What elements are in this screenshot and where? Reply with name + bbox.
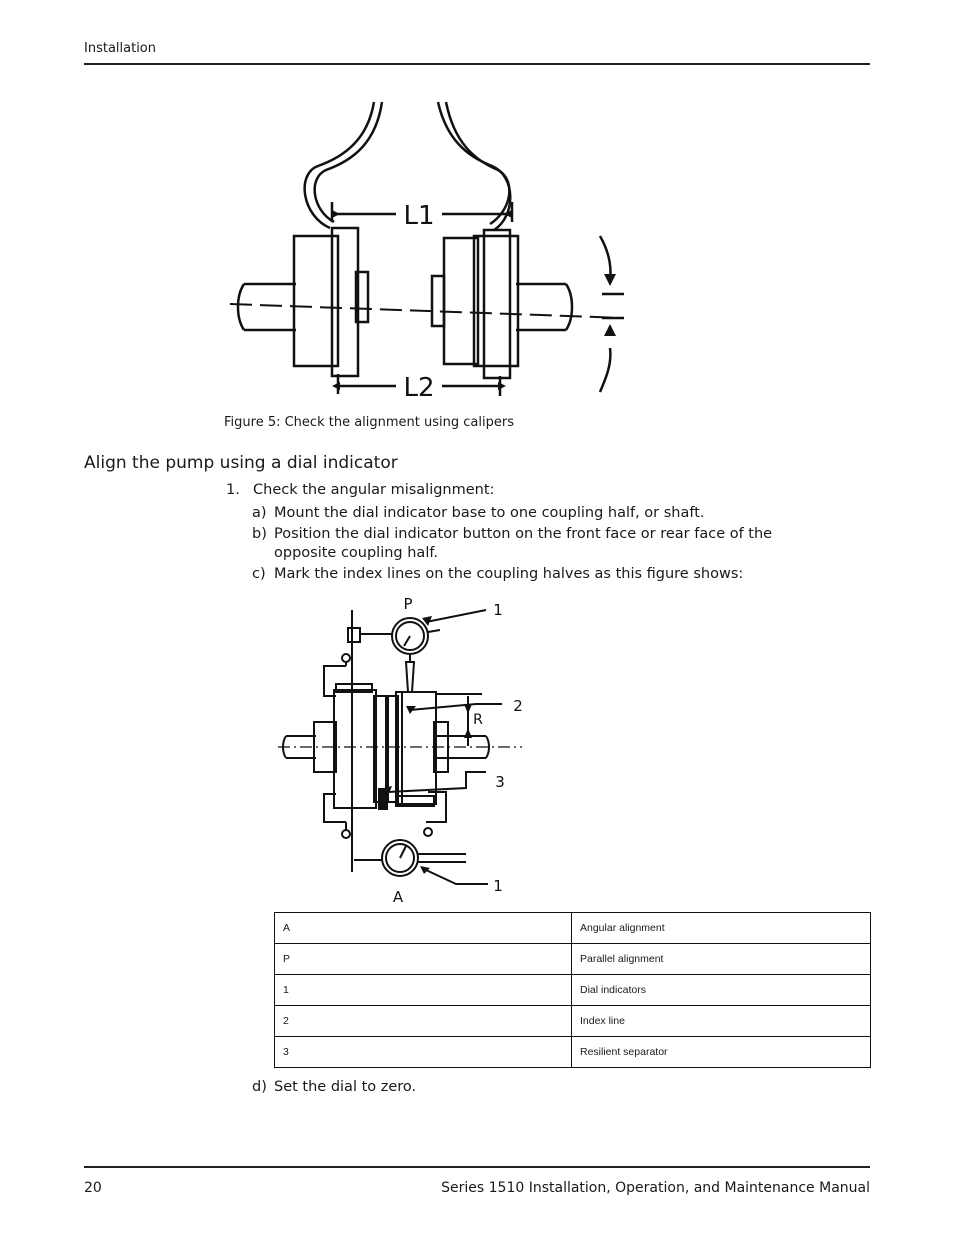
legend-value: Parallel alignment	[572, 944, 871, 975]
substep-marker: b)	[252, 526, 267, 542]
table-row	[275, 975, 871, 1006]
substep-marker: d)	[252, 1079, 267, 1095]
substep-text: Mount the dial indicator base to one coupling half, or shaft.	[274, 505, 705, 521]
section-heading: Align the pump using a dial indicator	[84, 453, 398, 473]
table-row	[275, 944, 871, 975]
substep-marker: a)	[252, 505, 267, 521]
dimension-label-l2: L2	[403, 373, 435, 402]
table-row	[275, 1037, 871, 1068]
callout-1-bottom: 1	[493, 877, 503, 895]
legend-table	[274, 912, 871, 1068]
legend-value: Resilient separator	[572, 1037, 871, 1068]
legend-key: A	[275, 913, 572, 944]
table-row	[275, 1006, 871, 1037]
substep-marker: c)	[252, 566, 266, 582]
page-number: 20	[84, 1180, 102, 1196]
legend-key: 2	[275, 1006, 572, 1037]
callout-3: 3	[495, 773, 505, 791]
callout-1-top: 1	[493, 601, 503, 619]
substep-text: Set the dial to zero.	[274, 1079, 417, 1095]
step-text: Check the angular misalignment:	[253, 482, 495, 498]
header-rule	[84, 63, 870, 65]
manual-title: Series 1510 Installation, Operation, and Maintenance Manual	[441, 1180, 870, 1196]
label-a: A	[392, 888, 404, 906]
label-r: R	[473, 712, 483, 728]
table-row	[275, 913, 871, 944]
step-marker: 1.	[226, 482, 240, 498]
legend-key: 3	[275, 1037, 572, 1068]
label-p: P	[403, 595, 413, 613]
footer-rule	[84, 1166, 870, 1168]
substep-text: Mark the index lines on the coupling halves as this figure shows:	[274, 566, 744, 582]
dial-indicator-figure	[276, 592, 526, 906]
legend-key: 1	[275, 975, 572, 1006]
running-header: Installation	[84, 41, 157, 56]
legend-key: P	[275, 944, 572, 975]
legend-value: Angular alignment	[572, 913, 871, 944]
legend-value: Dial indicators	[572, 975, 871, 1006]
legend-value: Index line	[572, 1006, 871, 1037]
dimension-label-l1: L1	[403, 201, 435, 231]
substep-text: Position the dial indicator button on the front face or rear face of the opposite coupling half.	[274, 526, 773, 561]
caliper-alignment-figure	[226, 98, 630, 402]
figure-caption: Figure 5: Check the alignment using calipers	[224, 415, 514, 430]
callout-2: 2	[513, 697, 523, 715]
